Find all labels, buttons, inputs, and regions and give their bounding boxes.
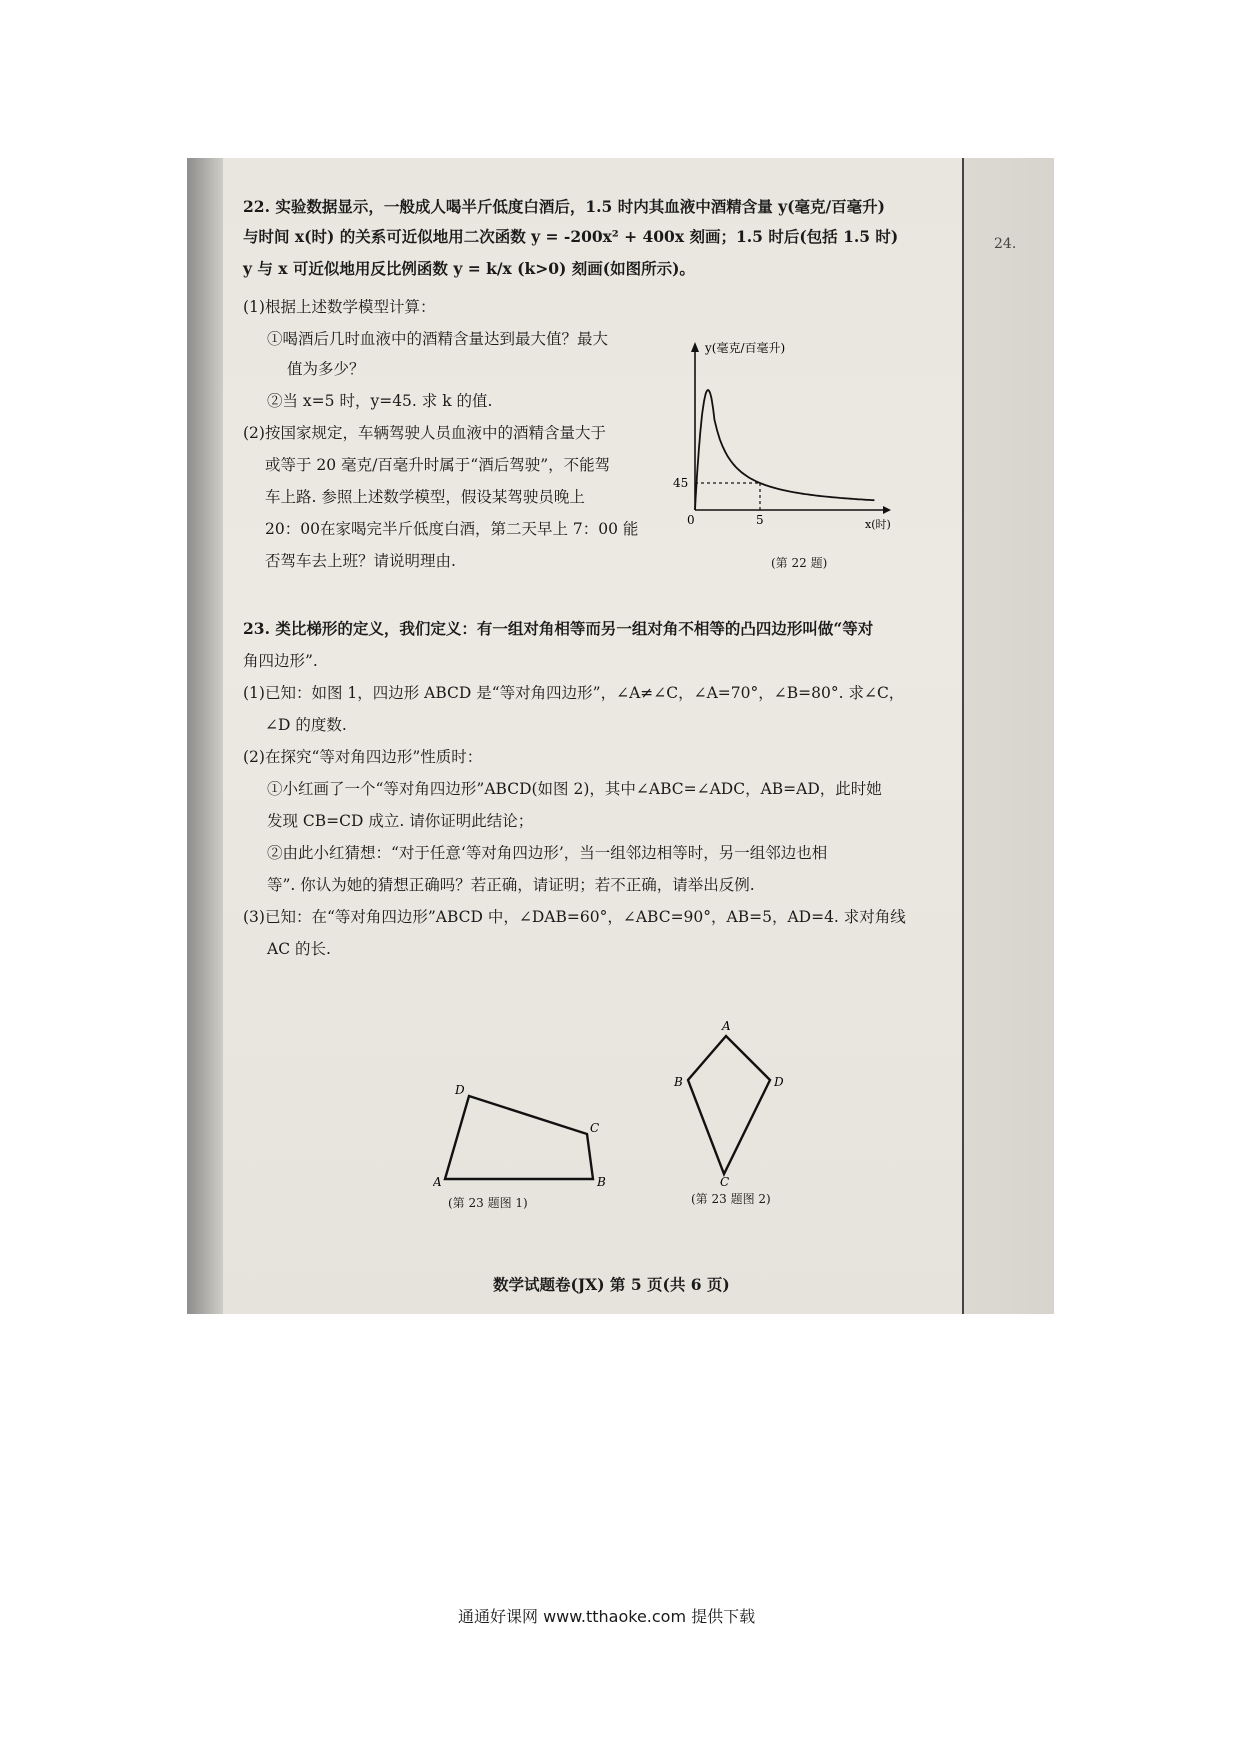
- photo-dark-edge: [187, 158, 223, 1314]
- q22-part1a-line1: ①喝酒后几时血液中的酒精含量达到最大值？最大: [267, 330, 609, 348]
- q22-part2-line2: 或等于 20 毫克/百毫升时属于“酒后驾驶”，不能驾: [265, 456, 611, 474]
- q22-part2-line1: (2)按国家规定，车辆驾驶人员血液中的酒精含量大于: [243, 424, 606, 442]
- fig2-label-c: C: [720, 1175, 730, 1188]
- q23-part3-line1: (3)已知：在“等对角四边形”ABCD 中，∠DAB=60°，∠ABC=90°，AB=5，AD=4. 求对角线: [243, 908, 906, 926]
- adjacent-page-strip: [962, 158, 1054, 1314]
- y-axis-label: y(毫克/百毫升): [705, 341, 786, 355]
- x5-label: 5: [756, 513, 764, 527]
- fig1-label-a: A: [433, 1175, 442, 1188]
- q22-line2: 与时间 x(时) 的关系可近似地用二次函数 y = -200x² + 400x 刻画；1.5 时后(包括 1.5 时): [243, 227, 899, 246]
- fig2-label-d: D: [774, 1075, 784, 1089]
- alcohol-graph: [669, 338, 899, 548]
- fig2-label-a: A: [722, 1019, 731, 1033]
- q23-part1-line1: (1)已知：如图 1，四边形 ABCD 是“等对角四边形”，∠A≠∠C，∠A=70°，∠B=80°. 求∠C，: [243, 684, 905, 702]
- q23-figure-2: [668, 1018, 798, 1188]
- q22-part1a-line2: 值为多少？: [287, 360, 365, 378]
- quadrilateral-abcd-2: [688, 1036, 770, 1174]
- fig1-label-b: B: [597, 1175, 606, 1188]
- q23-line2: 角四边形”.: [243, 652, 318, 670]
- fig1-label-c: C: [590, 1121, 600, 1135]
- fig2-label-b: B: [674, 1075, 683, 1089]
- q23-part2a-line1: ①小红画了一个“等对角四边形”ABCD(如图 2)，其中∠ABC=∠ADC，AB=AD，此时她: [267, 780, 882, 798]
- q22-graph-caption: (第 22 题): [771, 556, 828, 570]
- scanned-photo: [187, 158, 1054, 1314]
- q23-part2: (2)在探究“等对角四边形”性质时：: [243, 748, 483, 766]
- q23-figure-1: [433, 1078, 623, 1188]
- q22-line3: y 与 x 可近似地用反比例函数 y = k/x (k>0) 刻画(如图所示)。: [243, 259, 695, 278]
- fig1-label-d: D: [455, 1083, 465, 1097]
- x-axis-arrow-icon: [883, 506, 891, 514]
- y-axis-arrow-icon: [691, 342, 699, 352]
- q23-part2b-line1: ②由此小红猜想：“对于任意‘等对角四边形’，当一组邻边相等时，另一组邻边也相: [267, 844, 828, 862]
- q23-part3-line2: AC 的长.: [267, 940, 331, 958]
- exam-page-footer: 数学试题卷(JX) 第 5 页(共 6 页): [493, 1275, 730, 1294]
- q22-part1: (1)根据上述数学模型计算：: [243, 298, 436, 316]
- q22-part2-line5: 否驾车去上班？请说明理由.: [265, 552, 456, 570]
- q23-part2b-line2: 等”. 你认为她的猜想正确吗？若正确，请证明；若不正确，请举出反例.: [267, 876, 755, 894]
- q22-line1: 22. 实验数据显示，一般成人喝半斤低度白酒后，1.5 时内其血液中酒精含量 y(毫克/百毫升): [243, 197, 885, 216]
- y45-label: 45: [673, 476, 689, 490]
- q22-part2-line4: 20：00在家喝完半斤低度白酒，第二天早上 7：00 能: [265, 520, 639, 538]
- x-axis-label: x(时): [865, 518, 891, 531]
- q23-figure-2-caption: (第 23 题图 2): [691, 1192, 771, 1206]
- q22-part2-line3: 车上路. 参照上述数学模型，假设某驾驶员晚上: [265, 488, 585, 506]
- concentration-curve: [695, 390, 874, 510]
- next-question-peek: 24.: [994, 236, 1017, 252]
- origin-label: 0: [687, 513, 695, 527]
- exam-page: [223, 158, 964, 1314]
- q23-line1: 23. 类比梯形的定义，我们定义：有一组对角相等而另一组对角不相等的凸四边形叫做“等对: [243, 619, 874, 638]
- site-footer: 通通好课网 www.tthaoke.com 提供下载: [458, 1607, 756, 1626]
- q22-part1b: ②当 x=5 时，y=45. 求 k 的值.: [267, 392, 493, 410]
- q23-figure-1-caption: (第 23 题图 1): [448, 1196, 528, 1210]
- q23-part1-line2: ∠D 的度数.: [265, 716, 347, 734]
- q23-part2a-line2: 发现 CB=CD 成立. 请你证明此结论；: [267, 812, 534, 830]
- quadrilateral-abcd-1: [445, 1096, 593, 1179]
